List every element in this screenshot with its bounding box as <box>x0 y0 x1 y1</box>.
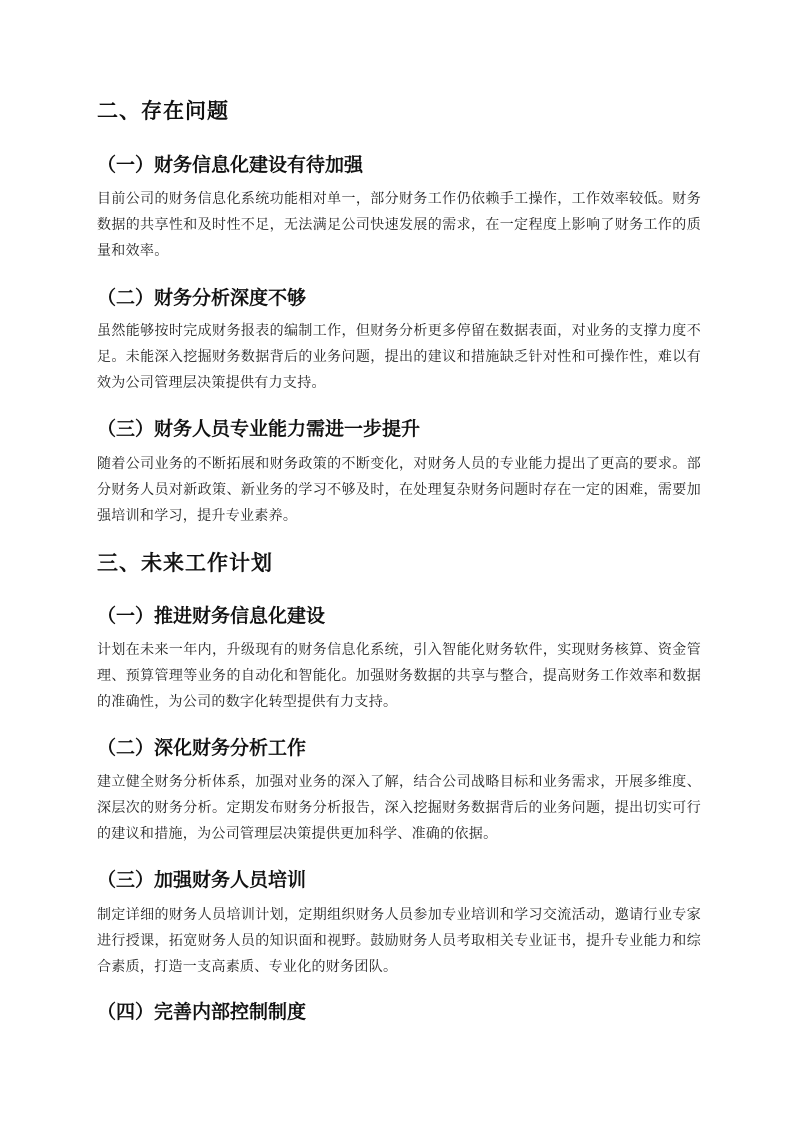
subsection-heading-plan-4: （四）完善内部控制制度 <box>97 1001 307 1023</box>
paragraph-plan-2: 建立健全财务分析体系，加强对业务的深入了解，结合公司战略目标和业务需求，开展多维度、深层次的财务分析。定期发布财务分析报告，深入挖掘财务数据背后的业务问题，提出切实可行的建议和措施，为公司管理层决策提供更加科学、准确的依据。 <box>97 774 701 842</box>
paragraph-problem-2: 虽然能够按时完成财务报表的编制工作，但财务分析更多停留在数据表面，对业务的支撑力度不足。未能深入挖掘财务数据背后的业务问题，提出的建议和措施缺乏针对性和可操作性，难以有效为公司管理层决策提供有力支持。 <box>97 323 701 391</box>
subsection-heading-plan-3: （三）加强财务人员培训 <box>97 869 307 891</box>
subsection-heading-problem-3: （三）财务人员专业能力需进一步提升 <box>97 418 421 440</box>
section-title-plans: 三、未来工作计划 <box>97 551 273 575</box>
subsection-heading-plan-2: （二）深化财务分析工作 <box>97 737 307 759</box>
paragraph-problem-3: 随着公司业务的不断拓展和财务政策的不断变化，对财务人员的专业能力提出了更高的要求。部分财务人员对新政策、新业务的学习不够及时，在处理复杂财务问题时存在一定的困难，需要加强培训和学习，提升专业素养。 <box>97 456 701 524</box>
section-title-problems: 二、存在问题 <box>97 99 229 123</box>
subsection-heading-plan-1: （一）推进财务信息化建设 <box>97 605 326 627</box>
paragraph-problem-1: 目前公司的财务信息化系统功能相对单一，部分财务工作仍依赖手工操作，工作效率较低。财务数据的共享性和及时性不足，无法满足公司快速发展的需求，在一定程度上影响了财务工作的质量和效率。 <box>97 191 701 259</box>
subsection-heading-problem-2: （二）财务分析深度不够 <box>97 287 307 309</box>
paragraph-plan-1: 计划在未来一年内，升级现有的财务信息化系统，引入智能化财务软件，实现财务核算、资金管理、预算管理等业务的自动化和智能化。加强财务数据的共享与整合，提高财务工作效率和数据的准确性，为公司的数字化转型提供有力支持。 <box>97 642 701 710</box>
subsection-heading-problem-1: （一）财务信息化建设有待加强 <box>97 154 364 176</box>
paragraph-plan-3: 制定详细的财务人员培训计划，定期组织财务人员参加专业培训和学习交流活动，邀请行业专家进行授课，拓宽财务人员的知识面和视野。鼓励财务人员考取相关专业证书，提升专业能力和综合素质，打造一支高素质、专业化的财务团队。 <box>97 907 701 975</box>
